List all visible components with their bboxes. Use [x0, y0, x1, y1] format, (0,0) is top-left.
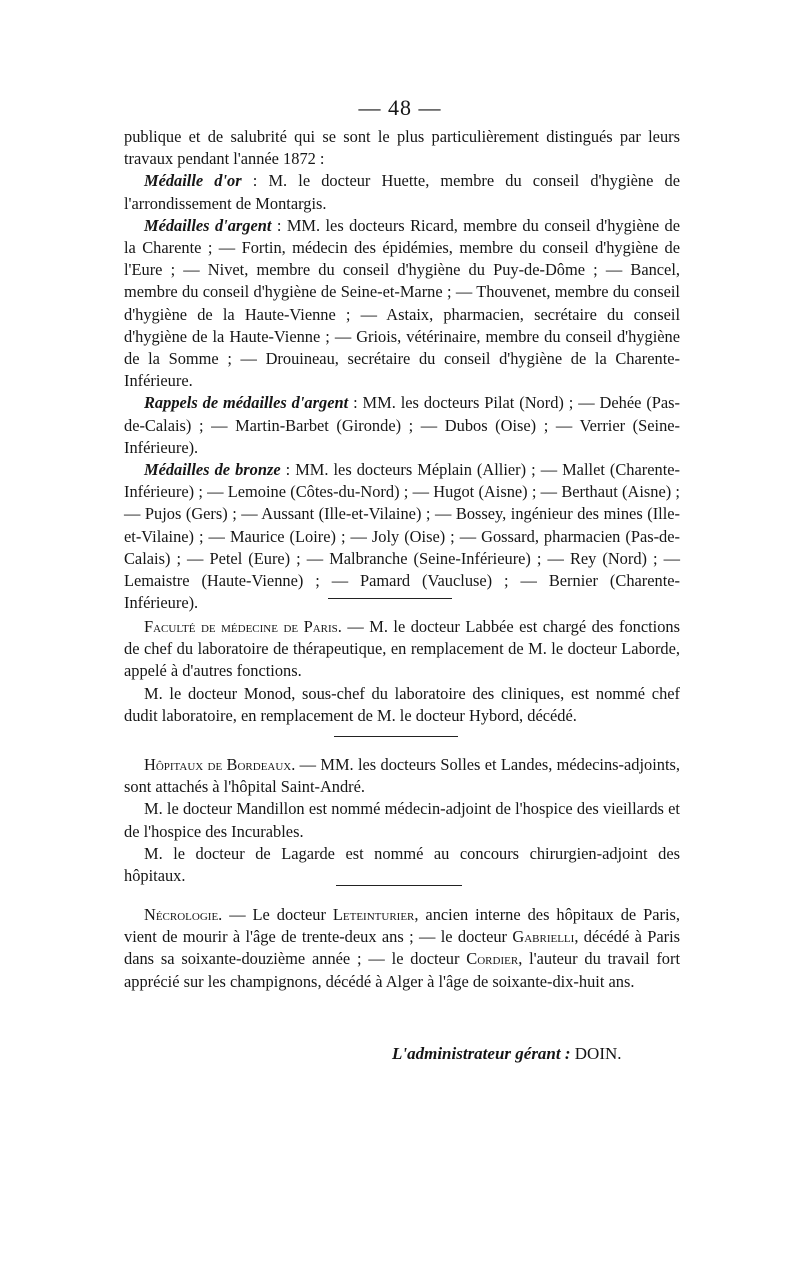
- signature: [392, 1044, 622, 1064]
- silver-recalls-paragraph: [124, 392, 680, 459]
- gold-medal-text: : M. le docteur Huette, membre du conseil d'hygiène de l'arrondissement de Montargis.: [124, 171, 680, 213]
- obituary-section: [124, 904, 680, 993]
- obituary-name-gabrielli: Gabrielli: [512, 927, 575, 947]
- awards-section: [124, 126, 680, 614]
- hospitals-section: [124, 754, 680, 887]
- hospitals-paragraph-2: M. le docteur Mandillon est nommé médecin-adjoint de l'hospice des vieillards et de l'hospice des Incurables.: [124, 799, 680, 841]
- page-number: — 48 —: [358, 95, 442, 120]
- hospitals-paragraph-3: M. le docteur de Lagarde est nommé au concours chirurgien-adjoint des hôpitaux.: [124, 843, 680, 886]
- obituary-text-3: , décédé à Paris dans sa soixante-douzième année ; — le docteur: [124, 927, 680, 969]
- faculty-text: — M. le docteur Labbée est chargé des fonctions de chef du laboratoire de thérapeutique, en remplacement de M. le docteur Laborde, appelé à d'autres fonctions.: [124, 617, 680, 681]
- faculty-section: [124, 616, 680, 727]
- faculty-heading: Faculté de médecine de Paris.: [144, 617, 342, 636]
- bronze-medals-label: Médailles de bronze: [144, 460, 281, 480]
- silver-recalls-label: Rappels de médailles d'argent: [144, 393, 349, 413]
- hospitals-text: — MM. les docteurs Solles et Landes, médecins-adjoints, sont attachés à l'hôpital Saint-André.: [124, 755, 680, 797]
- signature-name: DOIN.: [570, 1044, 622, 1063]
- section-divider: [336, 885, 462, 886]
- obituary-heading: Nécrologie.: [144, 905, 223, 924]
- silver-medals-paragraph: [124, 215, 680, 393]
- obituary-name-leteinturier: Leteinturier: [332, 905, 415, 924]
- bronze-medals-text: : MM. les docteurs Méplain (Allier) ; — Mallet (Charente-Inférieure) ; — Lemoine (Côtes-du-Nord) ; — Hugot (Aisne) ; — Berthaut (Aisne) ; — Pujos (Gers) ; — Aussant (Ille-et-Vilaine) ; — Bossey, ingénieur des mines (Ille-et-Vilaine) ; — Maurice (Loire) ; — Joly (Oise) ; — Gossard, pharmacien (Pas-de-Calais) ; — Petel (Eure) ; — Malbranche (Seine-Inférieure) ; — Rey (Nord) ; — Lemaistre (Haute-Vienne) ; — Pamard (Vaucluse) ; — Bernier (Charente-Inférieure).: [124, 460, 680, 613]
- silver-medals-text: : MM. les docteurs Ricard, membre du conseil d'hygiène de la Charente ; — Fortin, médecin des épidémies, membre du conseil d'hygiène de l'Eure ; — Nivet, membre du conseil d'hygiène du Puy-de-Dôme ; — Bancel, membre du conseil d'hygiène de Seine-et-Marne ; — Thouvenet, membre du conseil d'hygiène de la Haute-Vienne ; — Astaix, pharmacien, secrétaire du conseil d'hygiène de la Haute-Vienne ; — Griois, vétérinaire, membre du conseil d'hygiène de la Somme ; — Drouineau, secrétaire du conseil d'hygiène de la Charente-Inférieure.: [124, 215, 680, 391]
- obituary-text-2: , ancien interne des hôpitaux de Paris, vient de mourir à l'âge de trente-deux ans ; — le docteur: [124, 905, 680, 947]
- section-divider: [328, 598, 452, 599]
- gold-medal-label: Médaille d'or: [144, 171, 242, 191]
- faculty-paragraph-2: M. le docteur Monod, sous-chef du laboratoire des cliniques, est nommé chef dudit laboratoire, en remplacement de M. le docteur Hybord, décédé.: [124, 683, 680, 725]
- hospitals-paragraph: [124, 754, 680, 798]
- gold-medal-paragraph: [124, 170, 680, 214]
- silver-recalls-text: : MM. les docteurs Pilat (Nord) ; — Dehée (Pas-de-Calais) ; — Martin-Barbet (Gironde) ; — Dubos (Oise) ; — Verrier (Seine-Inférieure).: [124, 393, 681, 457]
- awards-intro: publique et de salubrité qui se sont le plus particulièrement distingués par leurs travaux pendant l'année 1872 :: [124, 127, 680, 169]
- section-divider: [334, 736, 458, 737]
- hospitals-heading: Hôpitaux de Bordeaux.: [144, 755, 296, 774]
- obituary-text-4: , l'auteur du travail fort apprécié sur les champignons, décédé à Alger à l'âge de soixante-dix-huit ans.: [124, 949, 680, 991]
- obituary-name-cordier: Cordier: [466, 949, 519, 969]
- signature-label: L'administrateur gérant :: [392, 1044, 571, 1063]
- obituary-paragraph: [124, 904, 680, 993]
- obituary-text-1: — Le docteur: [222, 905, 333, 924]
- bronze-medals-paragraph: [124, 459, 680, 614]
- faculty-paragraph: [124, 616, 680, 683]
- silver-medals-label: Médailles d'argent: [144, 215, 272, 235]
